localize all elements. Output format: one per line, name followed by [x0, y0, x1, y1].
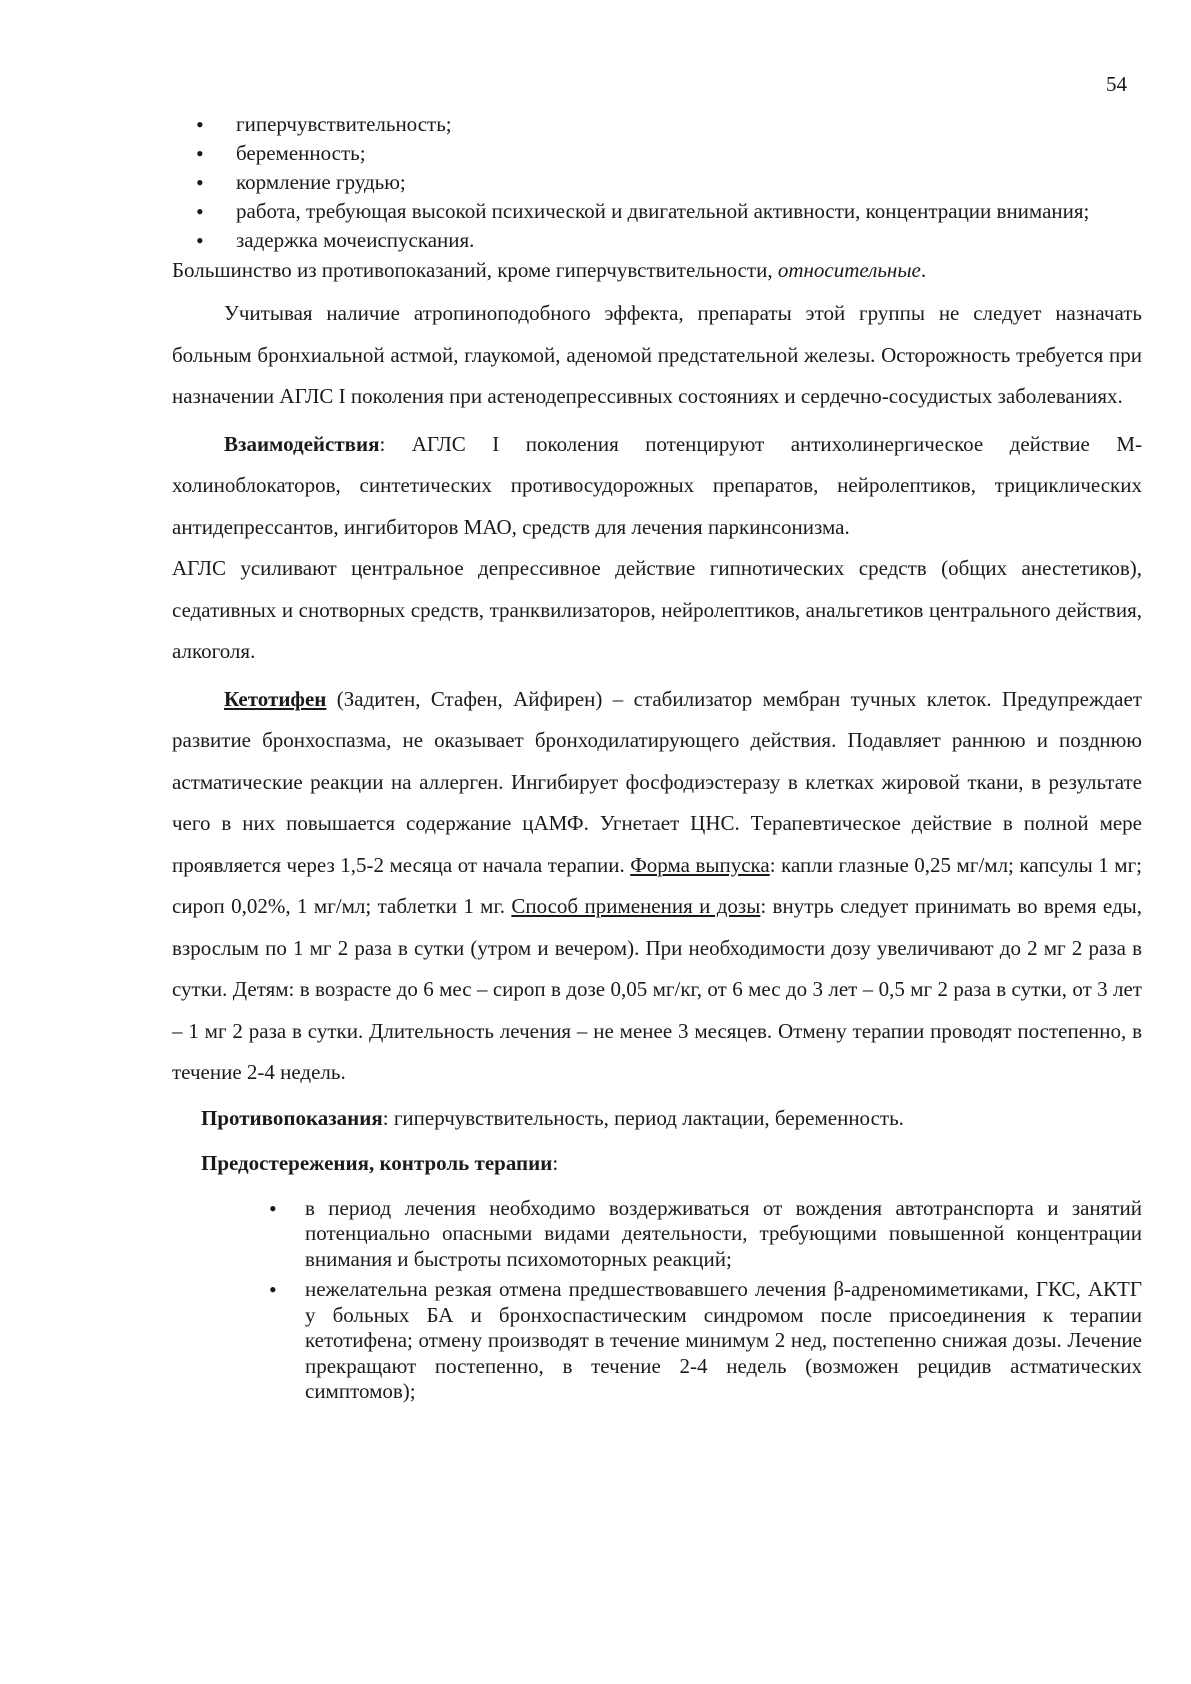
warnings-heading: [172, 1143, 1142, 1184]
contraindication-list: [172, 112, 1142, 253]
atropine-paragraph: Учитывая наличие атропиноподобного эффекта, препараты этой группы не следует назначать больным бронхиальной астмой, глаукомой, аденомой предстательной железы. Осторожность требуется при назначении АГЛС I поколения при астенодепрессивных состояниях и сердечно-сосудистых заболеваниях.: [172, 301, 1142, 408]
list-item: • гиперчувствительность;: [172, 112, 1142, 137]
warnings-colon: :: [552, 1150, 559, 1175]
list-item: • работа, требующая высокой психической и двигательной активности, концентрации внимания;: [172, 199, 1142, 224]
list-item: • кормление грудью;: [172, 170, 1142, 195]
warnings-list: [172, 1196, 1142, 1405]
relative-note: [172, 257, 1142, 283]
interactions-label: Взаимодействия: [224, 431, 380, 456]
list-item: • в период лечения необходимо воздерживаться от вождения автотранспорта и занятий потенциально опасными видами деятельности, требующими повышенной концентрации внимания и быстроты психомоторных реакций;: [172, 1196, 1142, 1273]
page-number: 54: [1106, 72, 1127, 96]
warnings-label: Предостережения, контроль терапии: [201, 1150, 553, 1175]
list-item: • беременность;: [172, 141, 1142, 166]
relative-note-text: Большинство из противопоказаний, кроме гиперчувствительности,: [172, 258, 778, 282]
contraindications-paragraph: [172, 1098, 1142, 1139]
ketotifen-paragraph: [172, 679, 1142, 1094]
interactions-paragraph: [172, 424, 1142, 549]
dosage-label: Способ применения и дозы: [511, 894, 761, 918]
ketotifen-text-2: : капли глазные 0,25 мг/мл; капсулы 1 мг; сироп 0,02%, 1 мг/мл; таблетки 1 мг.: [172, 852, 1143, 918]
relative-note-end: .: [920, 258, 927, 282]
interactions-text: : АГЛС I поколения потенцируют антихолинергическое действие М-холиноблокаторов, синтетических противосудорожных препаратов, нейролептиков, трициклических антидепрессантов, ингибиторов МАО, средств для лечения паркинсонизма.: [172, 431, 1142, 539]
relative-note-italic: относительные: [777, 258, 921, 282]
release-form-label: Форма выпуска: [630, 852, 770, 877]
ketotifen-name: Кетотифен: [224, 686, 327, 711]
list-item: • задержка мочеиспускания.: [172, 228, 1142, 253]
contraindications-text: : гиперчувствительность, период лактации, беременность.: [382, 1105, 904, 1130]
ketotifen-text-3: : внутрь следует принимать во время еды, взрослым по 1 мг 2 раза в сутки (утром и вечером). При необходимости дозу увеличивают до 2 мг 2 раза в сутки. Детям: в возрасте до 6 мес – сироп в дозе 0,05 мг/кг, от 6 мес до 3 лет – 0,5 мг 2 раза в сутки, от 3 лет – 1 мг 2 раза в сутки. Длительность лечения – не менее 3 месяцев. Отмену терапии проводят постепенно, в течение 2-4 недель.: [172, 894, 1142, 1084]
list-item: • нежелательна резкая отмена предшествовавшего лечения β-адреномиметиками, ГКС, АКТГ у больных БА и бронхоспастическим синдромом после присоединения к терапии кетотифена; отмену производят в течение минимум 2 нед, постепенно снижая дозы. Лечение прекращают постепенно, в течение 2-4 недель (возможен рецидив астматических симптомов);: [172, 1277, 1142, 1405]
contraindications-label: Противопоказания: [201, 1105, 383, 1130]
ketotifen-text-1: (Задитен, Стафен, Айфирен) – стабилизатор мембран тучных клеток. Предупреждает развитие бронхоспазма, не оказывает бронходилатирующего действия. Подавляет раннюю и позднюю астматические реакции на аллерген. Ингибирует фосфодиэстеразу в клетках жировой ткани, в результате чего в них повышается содержание цАМФ. Угнетает ЦНС. Терапевтическое действие в полной мере проявляется через 1,5-2 месяца от начала терапии.: [172, 686, 1142, 877]
interactions-paragraph-2: АГЛС усиливают центральное депрессивное действие гипнотических средств (общих анестетиков), седативных и снотворных средств, транквилизаторов, нейролептиков, анальгетиков центрального действия, алкоголя.: [172, 556, 1142, 663]
page-content: [172, 112, 1142, 1410]
